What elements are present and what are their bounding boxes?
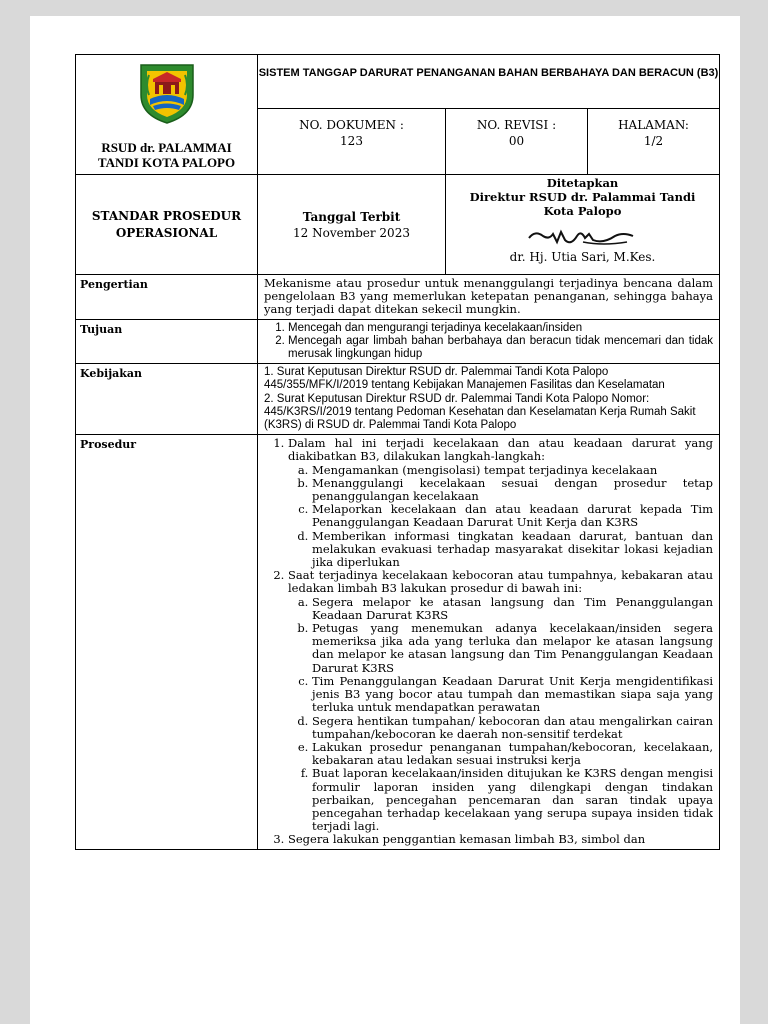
page-label: HALAMAN: xyxy=(618,118,689,132)
tujuan-list xyxy=(264,322,713,362)
pengertian-text: Mekanisme atau prosedur untuk menanggulangi terjadinya bencana dalam pengelolaan B3 yang memerlukan ketepatan penanganan, sehingga bahaya yang terjadi dapat ditekan sekecil mungkin. xyxy=(258,275,720,320)
prosedur-label: Prosedur xyxy=(76,435,258,849)
sop-title-line2: OPERASIONAL xyxy=(115,225,218,240)
pengertian-label: Pengertian xyxy=(76,275,258,320)
prosedur-substeps xyxy=(288,464,713,570)
issue-date-label: Tanggal Terbit xyxy=(302,209,401,224)
prosedur-substeps xyxy=(288,596,713,834)
prosedur-step-text: Dalam hal ini terjadi kecelakaan dan atau keadaan darurat yang diakibatkan B3, dilakukan langkah-langkah: xyxy=(288,436,714,464)
document-page xyxy=(30,16,740,1024)
prosedur-substep: b. Petugas yang menemukan adanya kecelakaan/insiden segera memeriksa jika ada yang terluka dan melapor ke atasan langsung dan melapor ke atasan langsung dan Tim Penanggulangan Keadaan Darurat K3RS xyxy=(312,622,713,675)
prosedur-substep: d. Segera hentikan tumpahan/ kebocoran dan atau mengalirkan cairan tumpahan/kebocoran ke daerah non-sensitif terdekat xyxy=(312,715,713,741)
revision-label: NO. REVISI : xyxy=(476,118,557,132)
set-label: Ditetapkan xyxy=(546,176,619,190)
row-tujuan xyxy=(76,319,720,364)
prosedur-substep: d. Memberikan informasi tingkatan keadaan darurat, bantuan dan melakukan evakuasi terhadap masyarakat disekitar lokasi kejadian jika diperlukan xyxy=(312,530,713,570)
prosedur-step-text: Saat terjadinya kecelakaan kebocoran atau tumpahnya, kebakaran atau ledakan limbah B3 lakukan prosedur di bawah ini: xyxy=(288,568,714,596)
prosedur-substep: f. Buat laporan kecelakaan/insiden ditujukan ke K3RS dengan mengisi formulir laporan insiden yang dilengkapi dengan tindakan perbaikan, pencegahan pencemaran dan saran tindak upaya pencegahan terhadap kecelakaan yang serupa supaya insiden tidak terjadi lagi. xyxy=(312,767,713,833)
signature-image xyxy=(523,220,643,248)
kebijakan-item: 2. Surat Keputusan Direktur RSUD dr. Palemmai Tandi Kota Palopo Nomor: 445/K3RS/I/2019 tentang Pedoman Kesehatan dan Keselamatan Kerja Rumah Sakit (K3RS) di RSUD dr. Palemmai Tandi Kota Palopo xyxy=(264,392,696,432)
hospital-logo xyxy=(135,61,199,125)
prosedur-substep: e. Lakukan prosedur penanganan tumpahan/kebocoran, kecelakaan, kebakaran atau ledakan sesuai instruksi kerja xyxy=(312,741,713,767)
prosedur-substep: c. Tim Penanggulangan Keadaan Darurat Unit Kerja mengidentifikasi jenis B3 yang bocor atau tumpah dan memastikan siapa saja yang terluka untuk mendapatkan perawatan xyxy=(312,675,713,715)
revision-value: 00 xyxy=(508,134,525,148)
hospital-name-line1: RSUD dr. PALAMMAI xyxy=(101,140,232,155)
row-prosedur xyxy=(76,435,720,849)
prosedur-substep: a. Segera melapor ke atasan langsung dan Tim Penanggulangan Keadaan Darurat K3RS xyxy=(312,596,713,622)
sop-table xyxy=(75,54,720,850)
header-row-sop xyxy=(76,175,720,275)
signatory-name: dr. Hj. Utia Sari, M.Kes. xyxy=(509,250,656,264)
prosedur-substep: b. Menanggulangi kecelakaan sesuai dengan prosedur tetap penanggulangan kecelakaan xyxy=(312,477,713,503)
tujuan-content xyxy=(258,319,720,364)
prosedur-step-text: Segera lakukan penggantian kemasan limbah B3, simbol dan xyxy=(288,832,646,847)
kebijakan-content xyxy=(258,364,720,435)
prosedur-substep: a. Mengamankan (mengisolasi) tempat terjadinya kecelakaan xyxy=(312,464,713,477)
prosedur-step xyxy=(288,437,713,569)
tujuan-label: Tujuan xyxy=(76,319,258,364)
page-value: 1/2 xyxy=(643,134,664,148)
prosedur-substep: c. Melaporkan kecelakaan dan atau keadaan darurat kepada Tim Penanggulangan Keadaan Darurat Unit Kerja dan K3RS xyxy=(312,503,713,529)
prosedur-step xyxy=(288,569,713,833)
kebijakan-label: Kebijakan xyxy=(76,364,258,435)
row-pengertian xyxy=(76,275,720,320)
logo-cell xyxy=(76,55,258,175)
prosedur-list xyxy=(264,437,713,846)
tujuan-item: 2. Mencegah agar limbah bahan berbahaya dan beracun tidak mencemari dan tidak merusak lingkungan hidup xyxy=(288,335,713,361)
prosedur-content xyxy=(258,435,720,849)
row-kebijakan xyxy=(76,364,720,435)
header-row-title xyxy=(76,55,720,109)
document-title: SISTEM TANGGAP DARURAT PENANGANAN BAHAN BERBAHAYA DAN BERACUN (B3) xyxy=(258,55,720,109)
set-by: Direktur RSUD dr. Palammai Tandi Kota Palopo xyxy=(469,190,696,218)
tujuan-item: 1. Mencegah dan mengurangi terjadinya kecelakaan/insiden xyxy=(288,322,713,335)
doc-number-value: 123 xyxy=(340,134,363,148)
sop-title-line1: STANDAR PROSEDUR xyxy=(91,208,242,223)
doc-number-label: NO. DOKUMEN : xyxy=(299,118,404,132)
prosedur-step xyxy=(288,833,713,846)
hospital-name-line2: TANDI KOTA PALOPO xyxy=(97,155,236,170)
issue-date-value: 12 November 2023 xyxy=(293,225,410,240)
kebijakan-item: 1. Surat Keputusan Direktur RSUD dr. Palemmai Tandi Kota Palopo 445/355/MFK/I/2019 tentang Kebijakan Manajemen Fasilitas dan Keselamatan xyxy=(264,366,665,392)
